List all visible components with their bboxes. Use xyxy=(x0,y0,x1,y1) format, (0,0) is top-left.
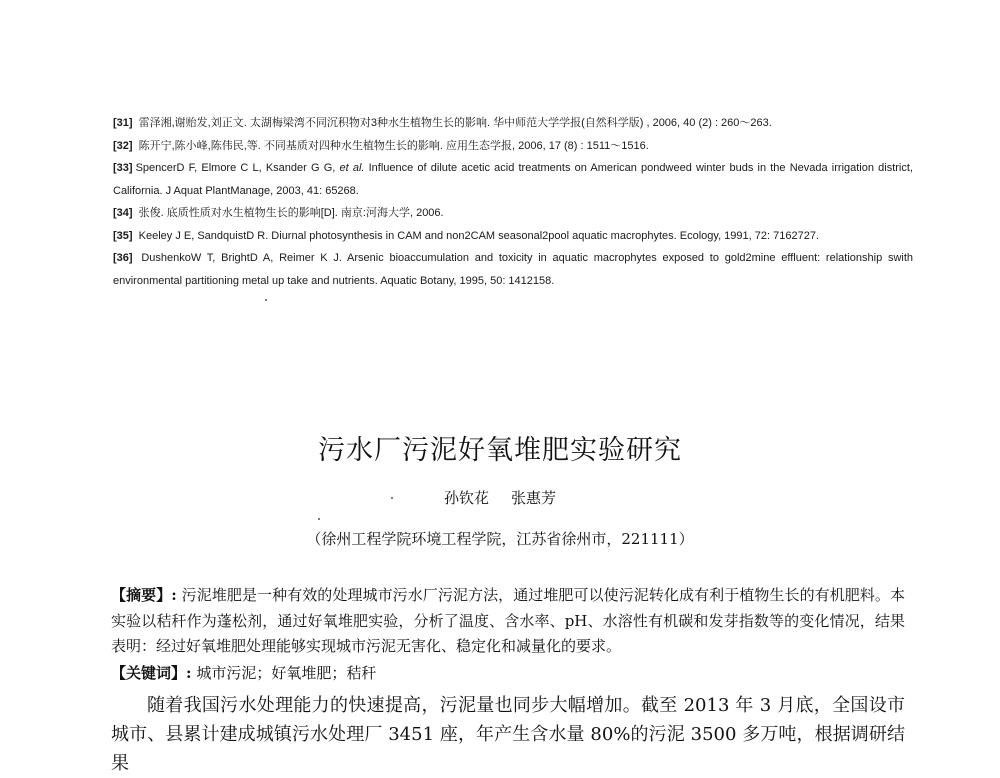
scan-speck xyxy=(318,518,320,520)
abstract xyxy=(111,583,905,660)
body-paragraph: 随着我国污水处理能力的快速提高，污泥量也同步大幅增加。截至 2013 年 3 月底，全国设市城市、县累计建成城镇污水处理厂 3451 座，年产生含水量 80%的污泥 3500 多万吨，根据调研结果 xyxy=(111,695,905,774)
keywords xyxy=(111,661,905,686)
reference-text: SpencerD F, Elmore C L, Ksander G G, xyxy=(135,162,340,174)
reference-list xyxy=(113,112,913,292)
reference-number: [35] xyxy=(113,229,133,242)
reference-item xyxy=(113,157,913,202)
author-name: 孙钦花 xyxy=(443,489,489,507)
scan-speck xyxy=(265,299,267,301)
reference-item xyxy=(113,135,913,158)
keywords-label: 【关键词】: xyxy=(111,664,192,682)
reference-text: 雷泽湘,谢贻发,刘正文. 太湖梅梁湾不同沉积物对3种水生植物生长的影响. 华中师范大学学报(自然科学版) , 2006, 40 (2) : 260～263. xyxy=(138,117,772,129)
reference-number: [31] xyxy=(113,117,133,129)
reference-text-italic: et al. xyxy=(339,162,365,174)
reference-number: [33] xyxy=(113,162,133,174)
reference-text: Influence of dilute acetic acid treatments on American pondweed winter buds in the Nevada irrigation district, California. J Aquat PlantManage, 2003, 41: 65268. xyxy=(113,162,913,197)
reference-number: [36] xyxy=(113,252,133,264)
affiliation: （徐州工程学院环境工程学院，江苏省徐州市，221111） xyxy=(306,530,694,548)
reference-item xyxy=(113,202,913,225)
reference-text: 张俊. 底质性质对水生植物生长的影响[D]. 南京:河海大学, 2006. xyxy=(138,207,444,219)
reference-text: DushenkoW T, BrightD A, Reimer K J. Arsenic bioaccumulation and toxicity in aquatic macrophytes exposed to gold2mine effluent: relationship swith environmental partitioning metal up take and nutrients. Aquatic Botany, 1995, 50: 1412158. xyxy=(113,252,913,287)
reference-number: [34] xyxy=(113,207,133,219)
article-title: 污水厂污泥好氧堆肥实验研究 xyxy=(318,435,682,466)
reference-text: 陈开宁,陈小峰,陈伟民,等. 不同基质对四种水生植物生长的影响. 应用生态学报, 2006, 17 (8) : 1511～1516. xyxy=(138,139,649,152)
reference-item xyxy=(113,112,913,135)
author-line xyxy=(0,487,1000,508)
author-name: 张惠芳 xyxy=(511,489,557,507)
reference-text: Keeley J E, SandquistD R. Diurnal photosynthesis in CAM and non2CAM seasonal2pool aquatic macrophytes. Ecology, 1991, 72: 7162727. xyxy=(138,229,819,242)
reference-item xyxy=(113,247,913,292)
reference-number: [32] xyxy=(113,139,133,152)
abstract-label: 【摘要】: xyxy=(111,586,177,604)
abstract-text: 污泥堆肥是一种有效的处理城市污水厂污泥方法，通过堆肥可以使污泥转化成有利于植物生长的有机肥料。本实验以秸秆作为蓬松剂，通过好氧堆肥实验，分析了温度、含水率、pH、水溶性有机碳和发芽指数等的变化情况，结果表明：经过好氧堆肥处理能够实现城市污泥无害化、稳定化和减量化的要求。 xyxy=(111,586,905,655)
reference-item xyxy=(113,225,913,248)
keywords-text: 城市污泥；好氧堆肥；秸秆 xyxy=(191,664,377,682)
